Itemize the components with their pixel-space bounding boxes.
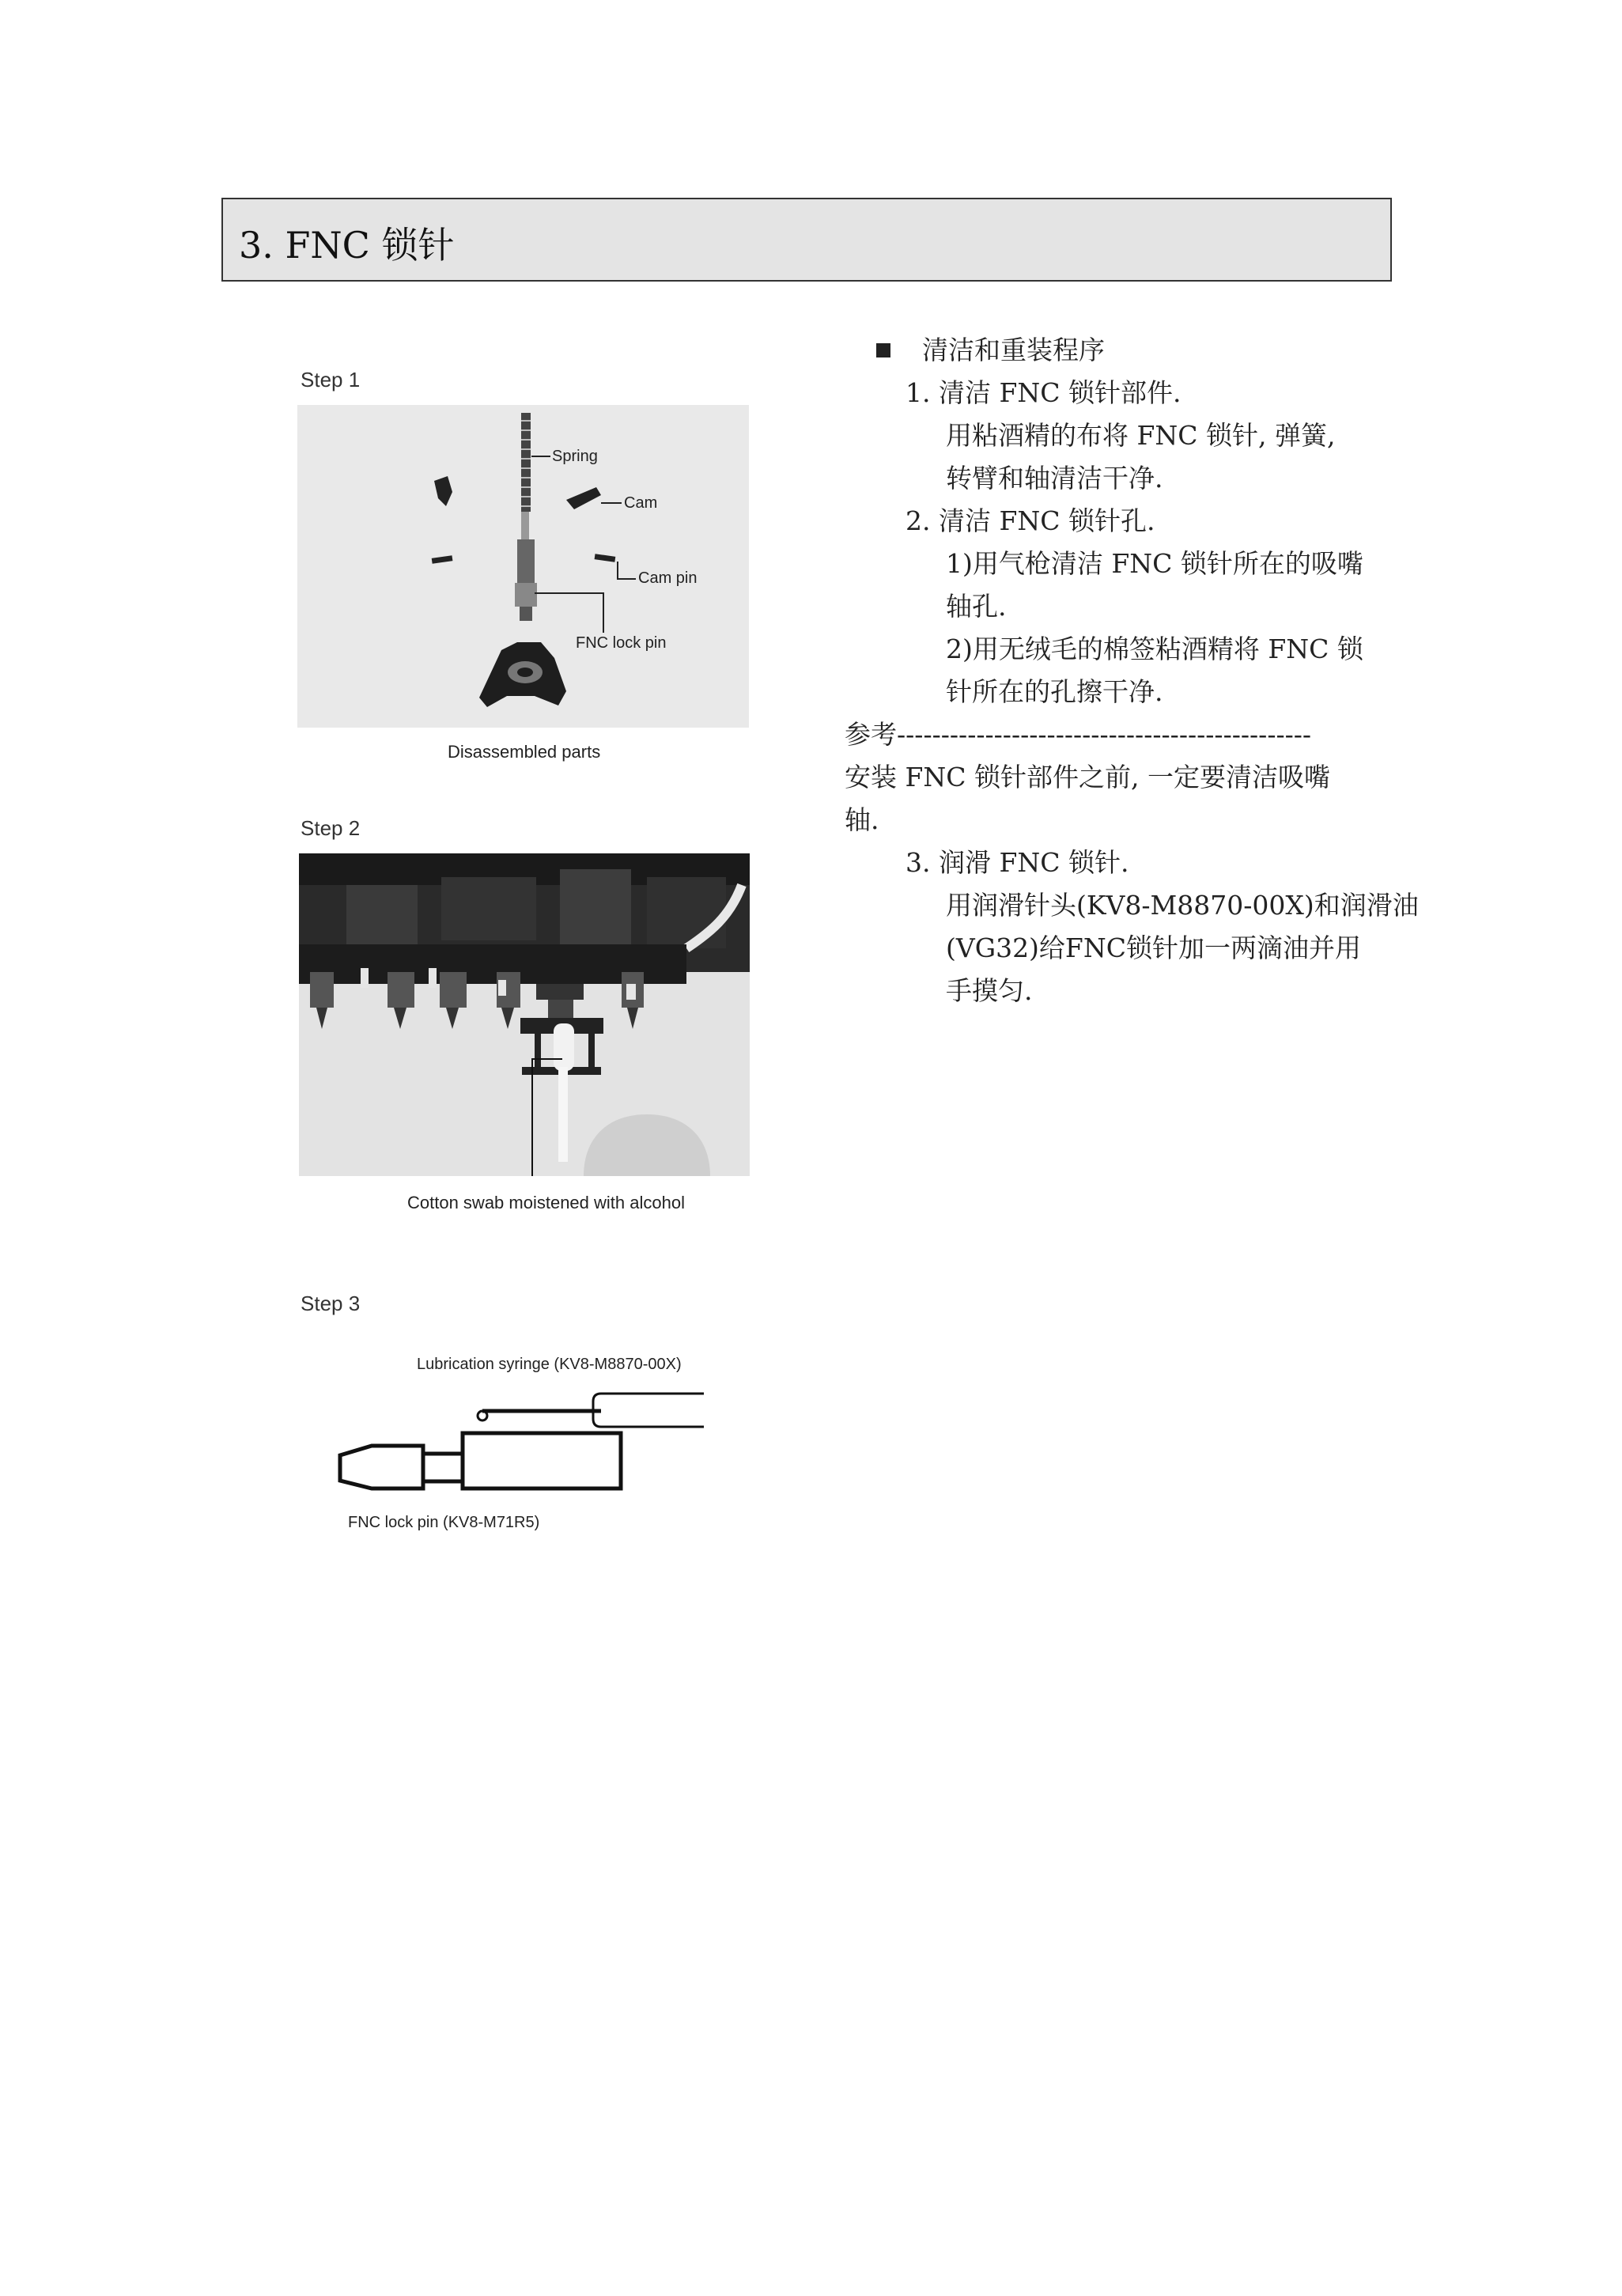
procedure-heading-text: 清洁和重装程序: [922, 335, 1105, 365]
procedure-heading: [876, 329, 1105, 372]
step3-label: Step 3: [301, 1292, 361, 1315]
step1-caption: Disassembled parts: [448, 742, 601, 762]
section-title: 3. FNC 锁针: [239, 224, 455, 267]
item2-line4: 针所在的孔擦干净.: [946, 676, 1163, 707]
item2-line1: 1)用气枪清洁 FNC 锁针所在的吸嘴: [946, 548, 1363, 579]
square-bullet-icon: [876, 343, 890, 357]
note-label: 参考-----------------------------------------------: [845, 719, 1312, 750]
callout-fnc-lock-pin: FNC lock pin: [576, 634, 667, 652]
syringe-label: Lubrication syringe (KV8-M8870-00X): [417, 1356, 682, 1373]
note-line1: 安装 FNC 锁针部件之前, 一定要清洁吸嘴: [845, 762, 1330, 792]
step2-photo-cleaning: [299, 853, 750, 1176]
step1-label: Step 1: [301, 368, 361, 391]
item2-line3: 2)用无绒毛的棉签粘酒精将 FNC 锁: [946, 634, 1363, 664]
item1-line1: 用粘酒精的布将 FNC 锁针, 弹簧,: [946, 420, 1336, 451]
note-line2: 轴.: [845, 804, 879, 835]
item1-line2: 转臂和轴清洁干净.: [946, 463, 1163, 494]
fnc-lock-pin-label: FNC lock pin (KV8-M71R5): [348, 1514, 540, 1531]
item2-title: 2. 清洁 FNC 锁针孔.: [906, 505, 1155, 536]
step1-photo-illustration: [297, 405, 749, 728]
item3-line3: 手摸匀.: [946, 975, 1033, 1006]
step1-photo-disassembled-parts: [297, 405, 749, 728]
step2-label: Step 2: [301, 816, 361, 840]
section-title-box: [221, 198, 1392, 282]
step2-photo-illustration: [299, 853, 750, 1176]
step3-lubrication-diagram: [316, 1345, 728, 1534]
callout-cam: Cam: [624, 494, 658, 512]
item3-line1: 用润滑针头(KV8-M8870-00X)和润滑油: [946, 890, 1419, 921]
callout-spring: Spring: [552, 448, 598, 465]
callout-cam-pin: Cam pin: [638, 569, 698, 587]
step2-caption: Cotton swab moistened with alcohol: [407, 1193, 685, 1212]
item2-line2: 轴孔.: [946, 591, 1007, 622]
item3-line2: (VG32)给FNC锁针加一两滴油并用: [946, 932, 1361, 963]
item3-title: 3. 润滑 FNC 锁针.: [906, 847, 1129, 878]
item1-title: 1. 清洁 FNC 锁针部件.: [906, 377, 1182, 408]
